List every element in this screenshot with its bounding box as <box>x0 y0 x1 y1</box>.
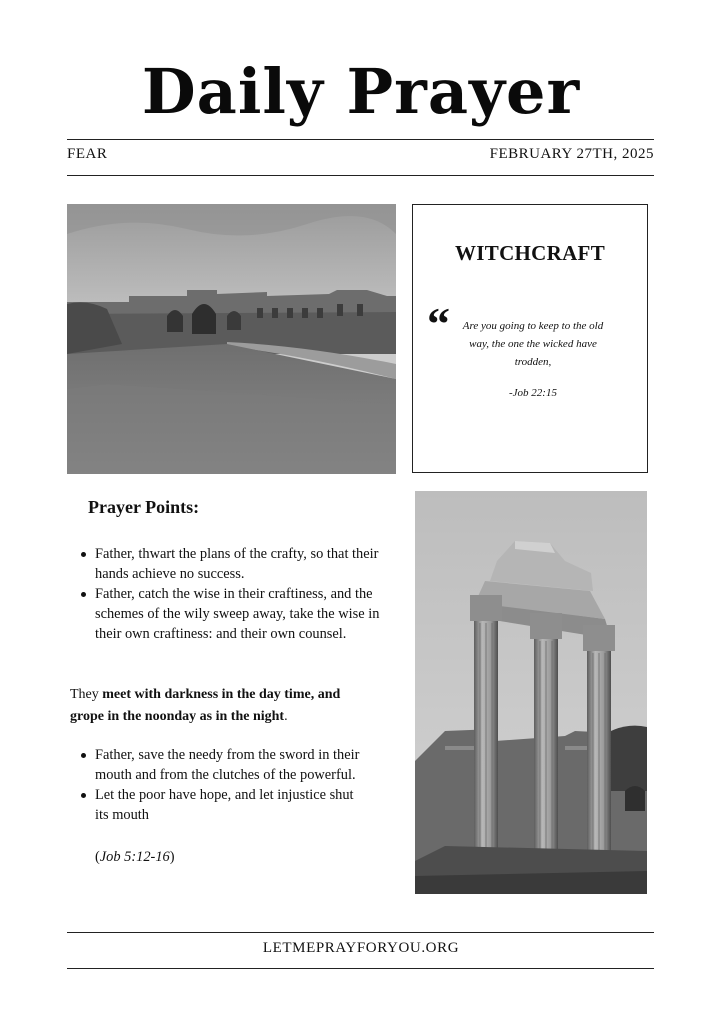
footer-bottom-divider <box>67 968 654 969</box>
ruins-courtyard-photo <box>67 204 396 474</box>
list-item: Let the poor have hope, and let injustice shut its mouth <box>95 785 365 825</box>
list-item: Father, save the needy from the sword in their mouth and from the clutches of the powerful. <box>95 745 365 785</box>
list-item: Father, catch the wise in their craftiness, and the schemes of the wily sweep away, take the wise in their own craftiness: and their own counsel. <box>95 584 385 644</box>
ref-text: Job 5:12-16 <box>99 849 170 865</box>
topic-label: FEAR <box>67 146 108 162</box>
ref-open: ( <box>95 849 100 865</box>
quote-icon: “ <box>427 298 450 349</box>
paragraph-tail: . <box>284 709 288 724</box>
scripture-reference <box>95 847 175 867</box>
verse-card-title: WITCHCRAFT <box>454 241 605 265</box>
list-item: Father, thwart the plans of the crafty, so that their hands achieve no success. <box>95 544 385 584</box>
verse-card <box>412 204 648 473</box>
verse-reference: -Job 22:15 <box>509 387 557 399</box>
roman-columns-photo <box>415 491 647 894</box>
scripture-paragraph <box>70 684 370 728</box>
verse-text: Are you going to keep to the old way, the one the wicked have trodden, <box>462 320 604 368</box>
header-divider <box>67 175 654 176</box>
prayer-list-two <box>95 745 365 825</box>
top-divider <box>67 139 654 140</box>
prayer-points-heading: Prayer Points: <box>88 497 200 517</box>
date-label: FEBRUARY 27TH, 2025 <box>489 146 654 162</box>
footer-site-link[interactable]: LETMEPRAYFORYOU.ORG <box>262 940 460 956</box>
page-title: Daily Prayer <box>141 55 581 128</box>
paragraph-bold: meet with darkness in the day time, and grope in the noonday as in the night <box>70 687 341 724</box>
prayer-list-one <box>95 544 385 644</box>
footer-top-divider <box>67 932 654 933</box>
ref-close: ) <box>169 849 175 865</box>
paragraph-lead: They <box>70 687 103 702</box>
